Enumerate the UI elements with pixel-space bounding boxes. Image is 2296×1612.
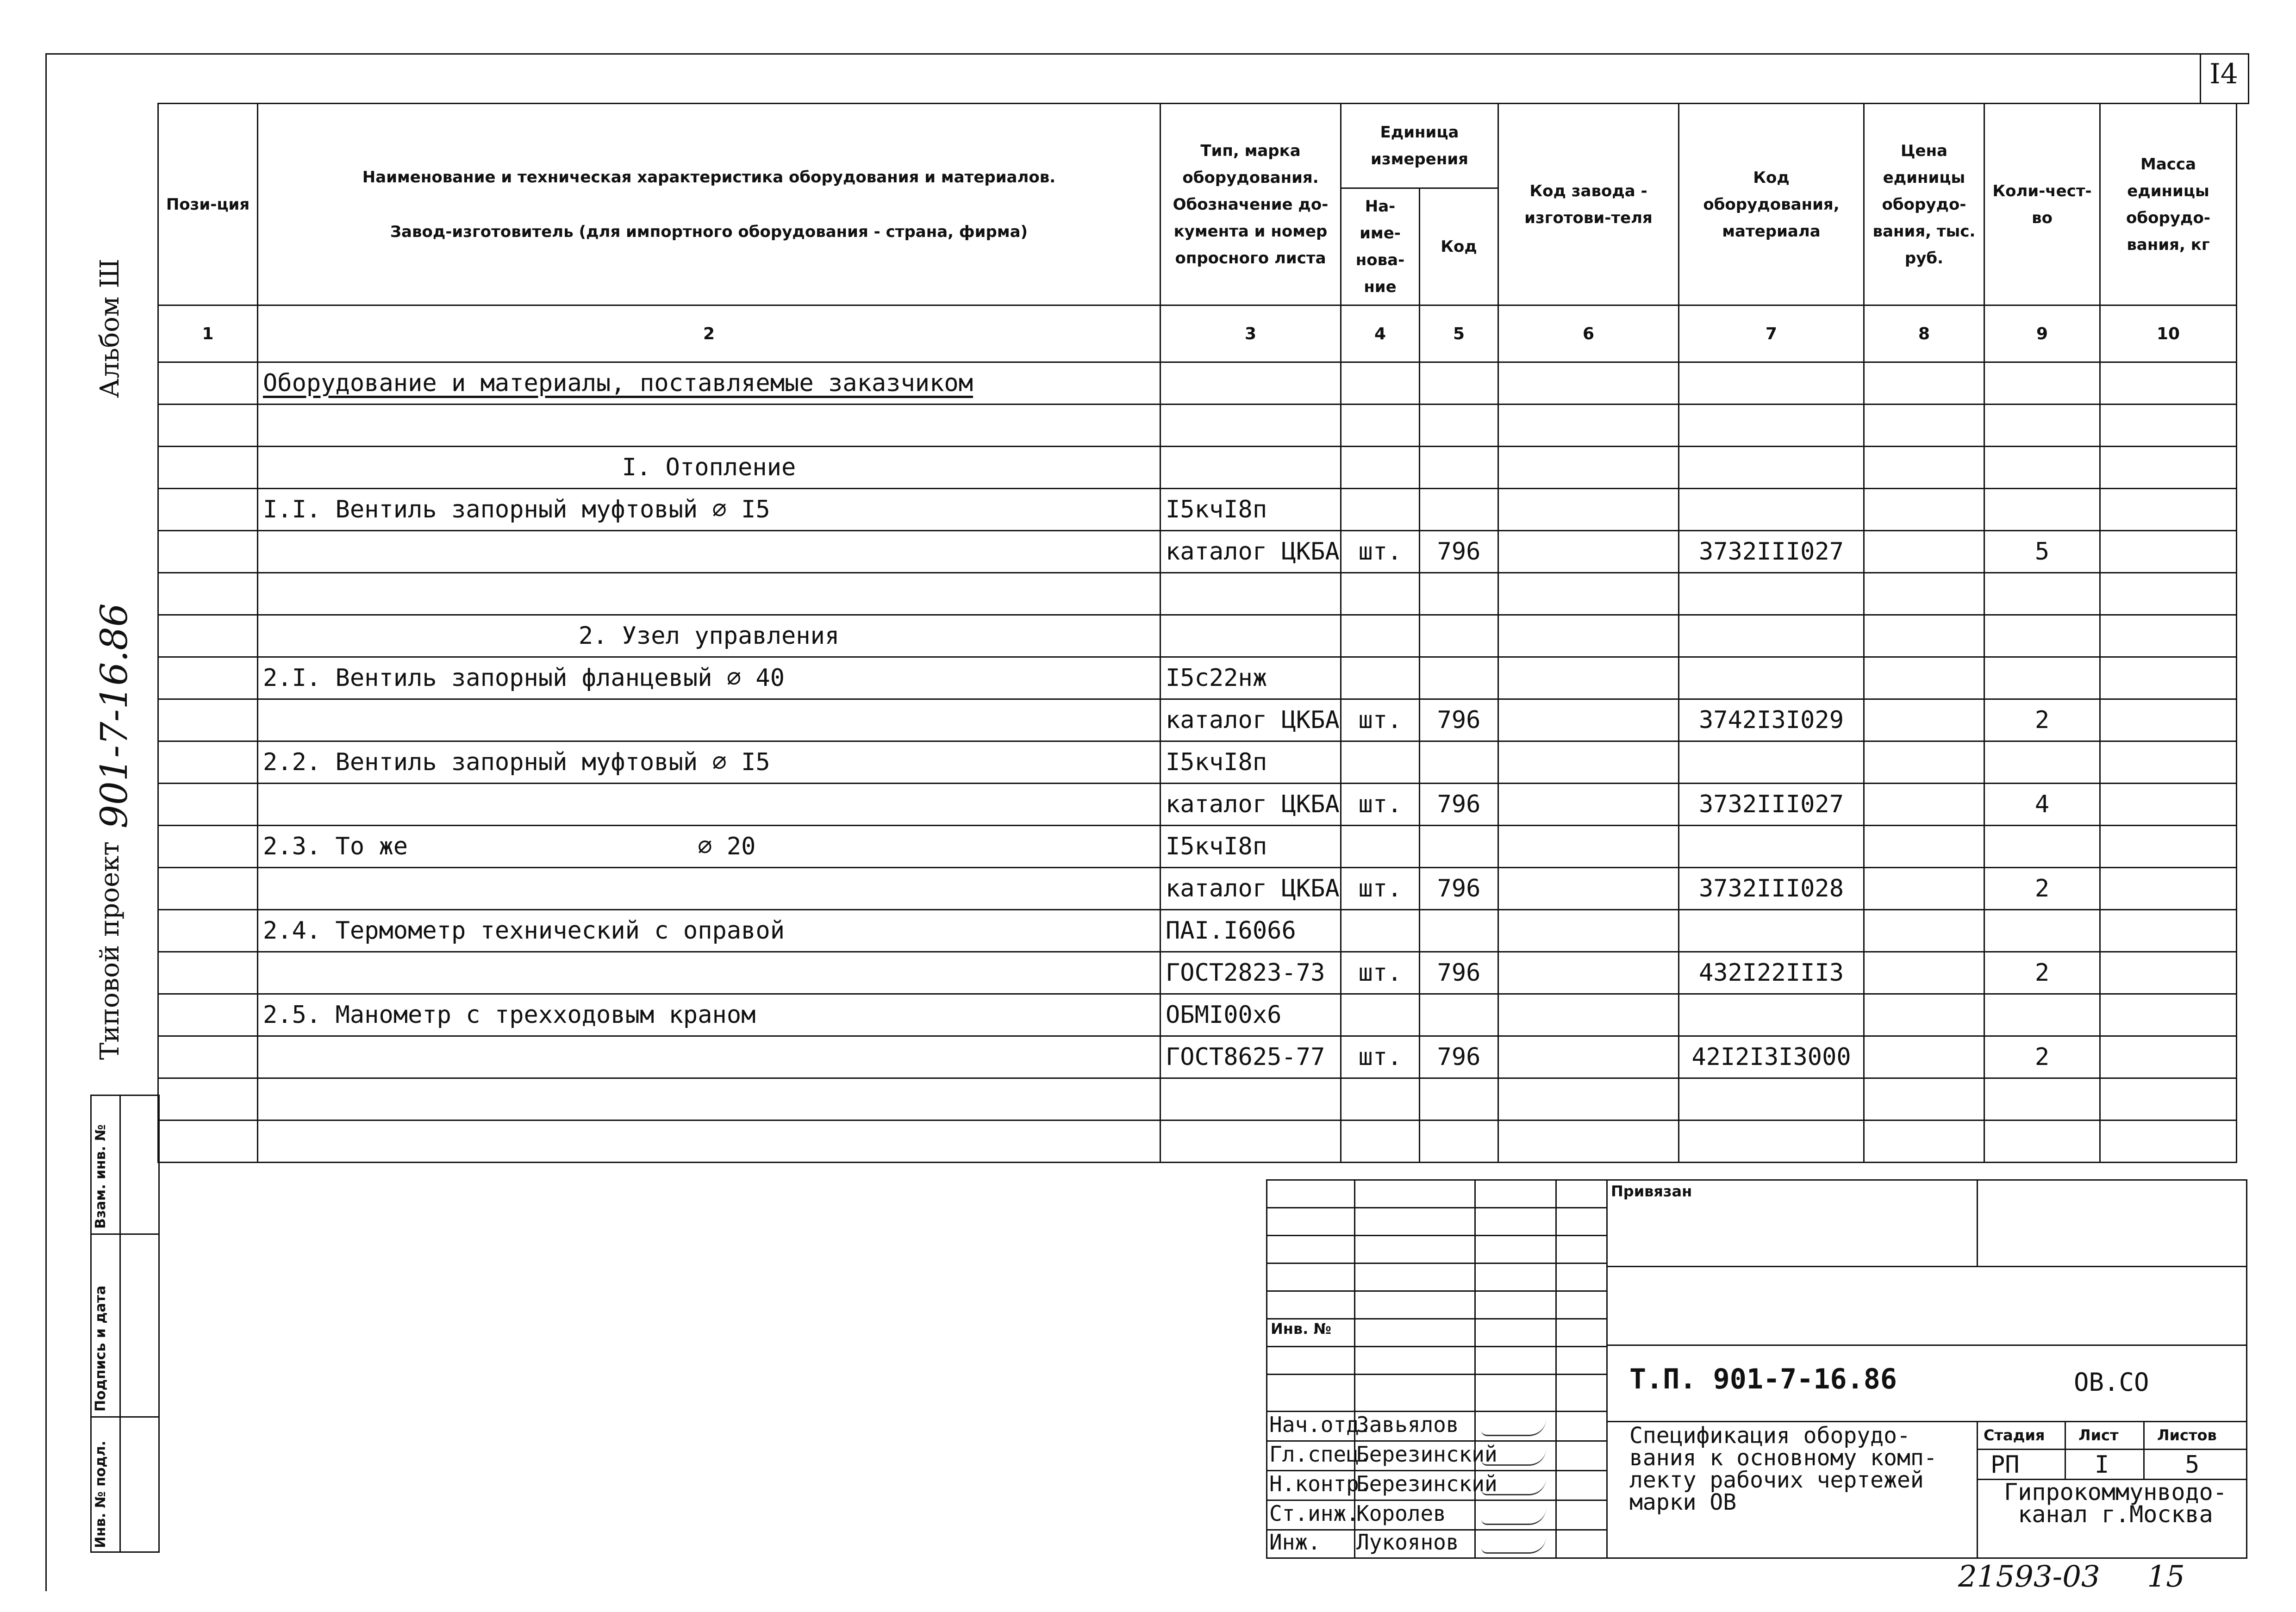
- tb-right-v1: [1977, 1179, 1978, 1266]
- header-unit-price: Цена единицы оборудо-вания, тыс. руб.: [1864, 104, 1984, 305]
- signature-role: Гл.спец.: [1269, 1442, 1372, 1467]
- table-row: [158, 573, 2237, 615]
- mass-cell: [2100, 952, 2237, 994]
- type-cell: каталог ЦКБА: [1160, 531, 1341, 573]
- signature-name: Лукоянов: [1356, 1530, 1459, 1555]
- price-cell: [1864, 784, 1984, 826]
- price-cell: [1864, 699, 1984, 741]
- table-row: [158, 868, 2237, 910]
- unit-name-cell: шт.: [1341, 784, 1420, 826]
- column-number-2: 2: [258, 305, 1160, 362]
- type-cell: [1160, 573, 1341, 615]
- stamp-strip-divider: [119, 1095, 121, 1553]
- bound-label: Привязан: [1611, 1183, 1692, 1200]
- quantity-cell: 2: [1984, 699, 2100, 741]
- factory-code-cell: [1498, 699, 1679, 741]
- quantity-cell: 5: [1984, 531, 2100, 573]
- price-cell: [1864, 447, 1984, 489]
- name-cell: 2.2. Вентиль запорный муфтовый ∅ I5: [258, 741, 1160, 784]
- signature-role: Нач.отд.: [1269, 1412, 1372, 1437]
- unit-code-cell: [1420, 489, 1498, 531]
- price-cell: [1864, 531, 1984, 573]
- unit-code-cell: 796: [1420, 699, 1498, 741]
- price-cell: [1864, 868, 1984, 910]
- unit-code-cell: 796: [1420, 868, 1498, 910]
- mass-cell: [2100, 489, 2237, 531]
- unit-name-cell: шт.: [1341, 699, 1420, 741]
- name-cell: I.I. Вентиль запорный муфтовый ∅ I5: [258, 489, 1160, 531]
- column-number-7: 7: [1679, 305, 1864, 362]
- equipment-code-cell: 3732III027: [1679, 784, 1864, 826]
- name-cell: [258, 531, 1160, 573]
- sheet-value: I: [2095, 1451, 2109, 1479]
- price-cell: [1864, 994, 1984, 1036]
- name-cell: [258, 868, 1160, 910]
- equipment-code-cell: [1679, 447, 1864, 489]
- header-position: Пози-ция: [158, 104, 258, 305]
- handwritten-signature: [1481, 1537, 1546, 1554]
- price-cell: [1864, 952, 1984, 994]
- quantity-cell: [1984, 615, 2100, 657]
- quantity-cell: 2: [1984, 868, 2100, 910]
- document-designation: Т.П. 901-7-16.86: [1629, 1363, 1897, 1395]
- mass-cell: [2100, 1120, 2237, 1163]
- signature-name: Королев: [1356, 1501, 1446, 1526]
- column-number-3: 3: [1160, 305, 1341, 362]
- column-number-10: 10: [2100, 305, 2237, 362]
- type-cell: [1160, 447, 1341, 489]
- factory-code-cell: [1498, 868, 1679, 910]
- handwritten-signature: [1481, 1419, 1546, 1436]
- unit-name-cell: шт.: [1341, 531, 1420, 573]
- type-cell: I5кчI8п: [1160, 489, 1341, 531]
- price-cell: [1864, 1036, 1984, 1078]
- table-row: [158, 1078, 2237, 1120]
- factory-code-cell: [1498, 573, 1679, 615]
- column-number-8: 8: [1864, 305, 1984, 362]
- equipment-code-cell: [1679, 994, 1864, 1036]
- project-label: Типовой проект: [95, 841, 125, 1060]
- table-row: [158, 531, 2237, 573]
- position-cell: [158, 910, 258, 952]
- equipment-code-cell: [1679, 362, 1864, 405]
- column-number-1: 1: [158, 305, 258, 362]
- unit-name-cell: [1341, 447, 1420, 489]
- mass-cell: [2100, 994, 2237, 1036]
- type-cell: I5с22нж: [1160, 657, 1341, 699]
- price-cell: [1864, 826, 1984, 868]
- unit-name-cell: [1341, 657, 1420, 699]
- price-cell: [1864, 362, 1984, 405]
- type-cell: ГОСТ8625-77: [1160, 1036, 1341, 1078]
- unit-name-cell: [1341, 826, 1420, 868]
- position-cell: [158, 405, 258, 447]
- header-factory-code: Код завода - изготови-теля: [1498, 104, 1679, 305]
- equipment-code-cell: [1679, 405, 1864, 447]
- factory-code-cell: [1498, 405, 1679, 447]
- factory-code-cell: [1498, 741, 1679, 784]
- position-cell: [158, 952, 258, 994]
- table-row: [158, 1036, 2237, 1078]
- type-cell: ОБМI00х6: [1160, 994, 1341, 1036]
- name-cell: [258, 1078, 1160, 1120]
- tb-grid-h2: [1266, 1235, 1606, 1236]
- factory-code-cell: [1498, 615, 1679, 657]
- table-row: [158, 1120, 2237, 1163]
- equipment-code-cell: [1679, 1078, 1864, 1120]
- name-cell: 2.I. Вентиль запорный фланцевый ∅ 40: [258, 657, 1160, 699]
- position-cell: [158, 1120, 258, 1163]
- position-cell: [158, 1036, 258, 1078]
- signature-role: Ст.инж.: [1269, 1501, 1359, 1526]
- name-cell: [258, 699, 1160, 741]
- factory-code-cell: [1498, 826, 1679, 868]
- type-cell: I5кчI8п: [1160, 741, 1341, 784]
- price-cell: [1864, 405, 1984, 447]
- tb-grid-h7: [1266, 1374, 1606, 1375]
- price-cell: [1864, 657, 1984, 699]
- factory-code-cell: [1498, 447, 1679, 489]
- sheets-label: Листов: [2157, 1426, 2217, 1444]
- specification-table: [157, 103, 2237, 1163]
- position-cell: [158, 699, 258, 741]
- table-row: [158, 362, 2237, 405]
- position-cell: [158, 826, 258, 868]
- tb-grid-h1: [1266, 1207, 1606, 1208]
- position-cell: [158, 531, 258, 573]
- name-cell: 2.4. Термометр технический с оправой: [258, 910, 1160, 952]
- mass-cell: [2100, 910, 2237, 952]
- equipment-code-cell: [1679, 741, 1864, 784]
- unit-name-cell: шт.: [1341, 868, 1420, 910]
- position-cell: [158, 447, 258, 489]
- stamp-strip-rule-2: [90, 1416, 160, 1418]
- table-row: [158, 615, 2237, 657]
- unit-code-cell: [1420, 447, 1498, 489]
- unit-name-cell: [1341, 489, 1420, 531]
- unit-code-cell: [1420, 910, 1498, 952]
- column-number-row: [158, 305, 2237, 362]
- handwritten-signature: [1481, 1478, 1546, 1495]
- price-cell: [1864, 615, 1984, 657]
- quantity-cell: [1984, 489, 2100, 531]
- name-cell: [258, 1120, 1160, 1163]
- signature-role: Н.контр.: [1269, 1471, 1372, 1496]
- column-number-9: 9: [1984, 305, 2100, 362]
- stage-value: РП: [1990, 1451, 2020, 1479]
- stamp-label-signature-date: Подпись и дата: [93, 1285, 109, 1412]
- header-unit-mass: Масса единицы оборудо-вания, кг: [2100, 104, 2237, 305]
- specification-body: [158, 362, 2237, 1163]
- price-cell: [1864, 1078, 1984, 1120]
- stamp-label-inv-orig: Инв. № подл.: [93, 1440, 109, 1548]
- stamp-strip-rule-1: [90, 1233, 160, 1235]
- column-number-4: 4: [1341, 305, 1420, 362]
- factory-code-cell: [1498, 1078, 1679, 1120]
- unit-name-cell: [1341, 573, 1420, 615]
- type-cell: [1160, 615, 1341, 657]
- price-cell: [1864, 741, 1984, 784]
- mass-cell: [2100, 405, 2237, 447]
- unit-name-cell: [1341, 1120, 1420, 1163]
- quantity-cell: [1984, 910, 2100, 952]
- header-equipment-code: Код оборудования, материала: [1679, 104, 1864, 305]
- unit-name-cell: шт.: [1341, 952, 1420, 994]
- name-cell: 2. Узел управления: [258, 615, 1160, 657]
- quantity-cell: [1984, 1120, 2100, 1163]
- mass-cell: [2100, 1036, 2237, 1078]
- name-cell: [258, 573, 1160, 615]
- type-cell: каталог ЦКБА: [1160, 699, 1341, 741]
- name-cell: [258, 784, 1160, 826]
- table-row: [158, 405, 2237, 447]
- table-row: [158, 826, 2237, 868]
- sheet-label: Лист: [2078, 1426, 2119, 1444]
- unit-code-cell: [1420, 615, 1498, 657]
- tb-grid-v3: [1555, 1179, 1557, 1559]
- position-cell: [158, 994, 258, 1036]
- name-cell: 2.5. Манометр с трехходовым краном: [258, 994, 1160, 1036]
- type-cell: каталог ЦКБА: [1160, 784, 1341, 826]
- section-heading-text: Оборудование и материалы, поставляемые заказчиком: [263, 369, 973, 397]
- table-row: [158, 784, 2237, 826]
- mass-cell: [2100, 741, 2237, 784]
- factory-code-cell: [1498, 994, 1679, 1036]
- price-cell: [1864, 1120, 1984, 1163]
- equipment-code-cell: [1679, 910, 1864, 952]
- unit-name-cell: [1341, 405, 1420, 447]
- position-cell: [158, 362, 258, 405]
- project-number-handwritten: 901-7-16.86: [93, 603, 136, 828]
- equipment-code-cell: 3732III027: [1679, 531, 1864, 573]
- price-cell: [1864, 910, 1984, 952]
- inv-number-label: Инв. №: [1271, 1320, 1331, 1338]
- name-cell: [258, 362, 1160, 405]
- mass-cell: [2100, 784, 2237, 826]
- factory-code-cell: [1498, 952, 1679, 994]
- position-cell: [158, 573, 258, 615]
- position-cell: [158, 1078, 258, 1120]
- table-row: [158, 699, 2237, 741]
- quantity-cell: [1984, 573, 2100, 615]
- equipment-code-cell: [1679, 826, 1864, 868]
- tb-stage-h1: [1977, 1449, 2247, 1450]
- unit-name-cell: [1341, 362, 1420, 405]
- mass-cell: [2100, 531, 2237, 573]
- unit-code-cell: [1420, 994, 1498, 1036]
- type-cell: [1160, 1120, 1341, 1163]
- factory-code-cell: [1498, 1036, 1679, 1078]
- position-cell: [158, 784, 258, 826]
- header-unit-code: Код: [1420, 188, 1498, 305]
- table-row: [158, 447, 2237, 489]
- unit-name-cell: [1341, 994, 1420, 1036]
- factory-code-cell: [1498, 489, 1679, 531]
- mass-cell: [2100, 615, 2237, 657]
- equipment-code-cell: [1679, 657, 1864, 699]
- tb-grid-h3: [1266, 1263, 1606, 1264]
- header-name: [258, 104, 1160, 305]
- quantity-cell: 2: [1984, 1036, 2100, 1078]
- tb-grid-v2: [1474, 1179, 1476, 1559]
- unit-name-cell: [1341, 615, 1420, 657]
- signature-name: Завьялов: [1356, 1412, 1459, 1437]
- footer-archive-number: 21593-03 15: [1958, 1560, 2185, 1594]
- handwritten-signature: [1481, 1449, 1546, 1466]
- header-type: Тип, марка оборудования. Обозначение до-кумента и номер опросного листа: [1160, 104, 1341, 305]
- column-number-5: 5: [1420, 305, 1498, 362]
- stamp-label-replacement-inv: Взам. инв. №: [93, 1124, 109, 1229]
- quantity-cell: [1984, 405, 2100, 447]
- equipment-code-cell: [1679, 573, 1864, 615]
- price-cell: [1864, 573, 1984, 615]
- mass-cell: [2100, 657, 2237, 699]
- mass-cell: [2100, 699, 2237, 741]
- signature-name: Березинский: [1356, 1442, 1497, 1467]
- header-name-line2: Завод-изготовитель (для импортного оборудования - страна, фирма): [390, 222, 1028, 241]
- unit-name-cell: [1341, 910, 1420, 952]
- handwritten-signature: [1481, 1508, 1546, 1525]
- tb-right-h1: [1606, 1266, 2247, 1267]
- table-row: [158, 910, 2237, 952]
- unit-name-cell: [1341, 1078, 1420, 1120]
- album-label: Альбом Ш: [95, 258, 125, 398]
- unit-code-cell: [1420, 741, 1498, 784]
- type-cell: [1160, 1078, 1341, 1120]
- page-number: I4: [2209, 58, 2238, 90]
- type-cell: [1160, 405, 1341, 447]
- column-number-6: 6: [1498, 305, 1679, 362]
- type-cell: ГОСТ2823-73: [1160, 952, 1341, 994]
- stage-label: Стадия: [1984, 1426, 2045, 1444]
- equipment-code-cell: 432I22III3: [1679, 952, 1864, 994]
- position-cell: [158, 868, 258, 910]
- factory-code-cell: [1498, 531, 1679, 573]
- factory-code-cell: [1498, 910, 1679, 952]
- quantity-cell: [1984, 657, 2100, 699]
- equipment-code-cell: [1679, 489, 1864, 531]
- name-cell: 2.3. То же ∅ 20: [258, 826, 1160, 868]
- tb-right-h2: [1606, 1344, 2247, 1346]
- type-cell: ПАI.I6066: [1160, 910, 1341, 952]
- sheets-value: 5: [2185, 1451, 2200, 1479]
- table-row: [158, 657, 2237, 699]
- tb-grid-v4: [1606, 1179, 1608, 1559]
- mass-cell: [2100, 868, 2237, 910]
- factory-code-cell: [1498, 784, 1679, 826]
- factory-code-cell: [1498, 362, 1679, 405]
- tb-right-h3: [1606, 1421, 2247, 1422]
- factory-code-cell: [1498, 657, 1679, 699]
- quantity-cell: [1984, 1078, 2100, 1120]
- quantity-cell: [1984, 447, 2100, 489]
- quantity-cell: [1984, 362, 2100, 405]
- quantity-cell: 4: [1984, 784, 2100, 826]
- type-cell: [1160, 362, 1341, 405]
- name-cell: [258, 1036, 1160, 1078]
- factory-code-cell: [1498, 1120, 1679, 1163]
- unit-code-cell: [1420, 573, 1498, 615]
- equipment-code-cell: 3742I3I029: [1679, 699, 1864, 741]
- position-cell: [158, 741, 258, 784]
- equipment-code-cell: [1679, 615, 1864, 657]
- unit-code-cell: [1420, 826, 1498, 868]
- type-cell: I5кчI8п: [1160, 826, 1341, 868]
- header-name-line1: Наименование и техническая характеристика оборудования и материалов.: [362, 168, 1056, 187]
- mass-cell: [2100, 1078, 2237, 1120]
- unit-code-cell: [1420, 657, 1498, 699]
- unit-code-cell: 796: [1420, 531, 1498, 573]
- unit-name-cell: [1341, 741, 1420, 784]
- name-cell: [258, 952, 1160, 994]
- name-cell: [258, 405, 1160, 447]
- document-title: Спецификация оборудо-вания к основному комп-лекту рабочих чертежей марки ОВ: [1629, 1423, 1937, 1515]
- tb-grid-h6: [1266, 1346, 1606, 1347]
- quantity-cell: [1984, 741, 2100, 784]
- tb-grid-h4: [1266, 1290, 1606, 1292]
- table-row: [158, 952, 2237, 994]
- unit-code-cell: [1420, 1120, 1498, 1163]
- unit-code-cell: 796: [1420, 784, 1498, 826]
- mass-cell: [2100, 573, 2237, 615]
- document-code: ОВ.СО: [2074, 1368, 2149, 1397]
- quantity-cell: [1984, 994, 2100, 1036]
- mass-cell: [2100, 362, 2237, 405]
- unit-code-cell: [1420, 405, 1498, 447]
- signature-name: Березинский: [1356, 1471, 1497, 1496]
- position-cell: [158, 489, 258, 531]
- tb-right-v2: [1977, 1421, 1978, 1559]
- mass-cell: [2100, 447, 2237, 489]
- tb-grid-h5: [1266, 1318, 1606, 1319]
- header-quantity: Коли-чест-во: [1984, 104, 2100, 305]
- signature-role: Инж.: [1269, 1530, 1321, 1555]
- equipment-code-cell: [1679, 1120, 1864, 1163]
- price-cell: [1864, 489, 1984, 531]
- header-unit-name: На-име-нова-ние: [1341, 188, 1420, 305]
- quantity-cell: 2: [1984, 952, 2100, 994]
- table-row: [158, 994, 2237, 1036]
- unit-code-cell: 796: [1420, 1036, 1498, 1078]
- quantity-cell: [1984, 826, 2100, 868]
- unit-code-cell: [1420, 1078, 1498, 1120]
- equipment-code-cell: 3732III028: [1679, 868, 1864, 910]
- unit-name-cell: шт.: [1341, 1036, 1420, 1078]
- equipment-code-cell: 42I2I3I3000: [1679, 1036, 1864, 1078]
- unit-code-cell: [1420, 362, 1498, 405]
- table-row: [158, 489, 2237, 531]
- organization: Гипрокоммунводо-канал г.Москва: [2004, 1479, 2227, 1528]
- type-cell: каталог ЦКБА: [1160, 868, 1341, 910]
- name-cell: I. Отопление: [258, 447, 1160, 489]
- header-unit-group: Единица измерения: [1341, 104, 1498, 188]
- position-cell: [158, 615, 258, 657]
- position-cell: [158, 657, 258, 699]
- mass-cell: [2100, 826, 2237, 868]
- table-row: [158, 741, 2237, 784]
- unit-code-cell: 796: [1420, 952, 1498, 994]
